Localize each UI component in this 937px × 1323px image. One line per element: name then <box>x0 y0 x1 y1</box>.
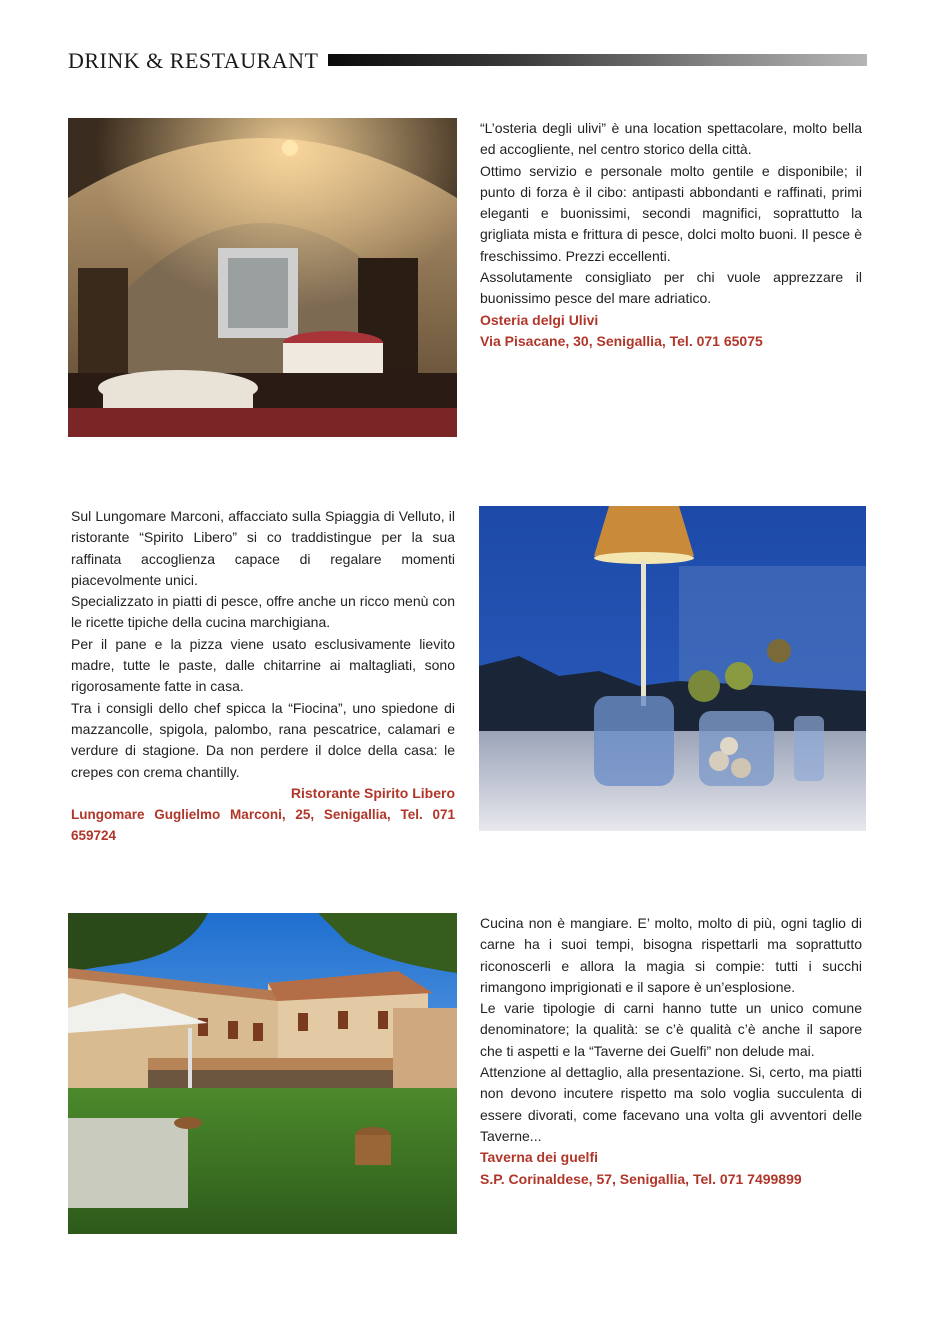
section-title: DRINK & RESTAURANT <box>68 48 319 73</box>
article-2-address: Lungomare Guglielmo Marconi, 25, Senigallia, Tel. 071 659724 <box>71 807 455 844</box>
article-2-paragraph-2: Specializzato in piatti di pesce, offre anche un ricco menù con le ricette tipiche della cucina marchigiana. <box>71 593 455 631</box>
header-gradient-bar <box>328 54 867 66</box>
article-1-paragraph-3: Assolutamente consigliato per chi vuole apprezzare il buonissimo pesce del mare adriatico. <box>480 269 862 307</box>
article-2-paragraph-3: Per il pane e la pizza viene usato esclusivamente lievito madre, tutte le paste, dalle chitarrine ai maltagliati, sono rigorosamente fatte in casa. <box>71 635 455 695</box>
article-3-restaurant-name: Taverna dei guelfi <box>480 1149 598 1166</box>
article-1-restaurant-name: Osteria delgi Ulivi <box>480 311 599 328</box>
osteria-photo <box>68 118 457 437</box>
article-3-address: S.P. Corinaldese, 57, Senigallia, Tel. 071 7499899 <box>480 1170 802 1187</box>
article-1-paragraph-1: “L’osteria degli ulivi” è una location spettacolare, molto bella ed accogliente, nel centro storico della città. <box>480 120 862 158</box>
article-1-address: Via Pisacane, 30, Senigallia, Tel. 071 65075 <box>480 332 763 349</box>
article-2-restaurant-name: Ristorante Spirito Libero <box>290 784 455 801</box>
article-3-paragraph-3: Attenzione al dettaglio, alla presentazione. Si, certo, ma piatti non devono incutere rispetto ma solo voglia succulenta di essere divorati, come facevano una volta gli avventori delle Taverne... <box>480 1064 862 1144</box>
article-3-paragraph-1: Cucina non è mangiare. E’ molto, molto di più, ogni taglio di carne ha i suoi tempi, bisogna rispettarli ma soprattutto riconoscerli e allora la magia si compie: tutti i succhi rimangono imprigionati e il sapore è un’esplosione. <box>480 915 862 995</box>
article-1-paragraph-2: Ottimo servizio e personale molto gentile e disponibile; il punto di forza è il cibo: antipasti abbondanti e raffinati, primi eleganti e buonissimi, secondi magnifici, soprattutto la grigliata mista e frittura di pesce, dolci molto buoni. Il pesce è freschissimo. Prezzi eccellenti. <box>480 162 862 264</box>
terrace-table-photo <box>479 506 866 831</box>
article-2-paragraph-1: Sul Lungomare Marconi, affacciato sulla Spiaggia di Velluto, il ristorante “Spirito Libero” si co traddistingue per la sua raffinata accoglienza capace di regalare momenti piacevolmente unici. <box>71 508 455 588</box>
taverna-farmhouse-photo <box>68 913 457 1234</box>
article-3-paragraph-2: Le varie tipologie di carni hanno tutte un unico comune denominatore; la qualità: se c’è qualità c’è anche il sapore che ti aspetti e la “Taverne dei Guelfi” non delude mai. <box>480 1000 862 1059</box>
article-2-paragraph-4: Tra i consigli dello chef spicca la “Fiocina”, uno spiedone di mazzancolle, spigola, palombo, rana pescatrice, calamari e verdure di stagione. Da non perdere il dolce della casa: le crepes con crema chantilly. <box>71 699 455 780</box>
